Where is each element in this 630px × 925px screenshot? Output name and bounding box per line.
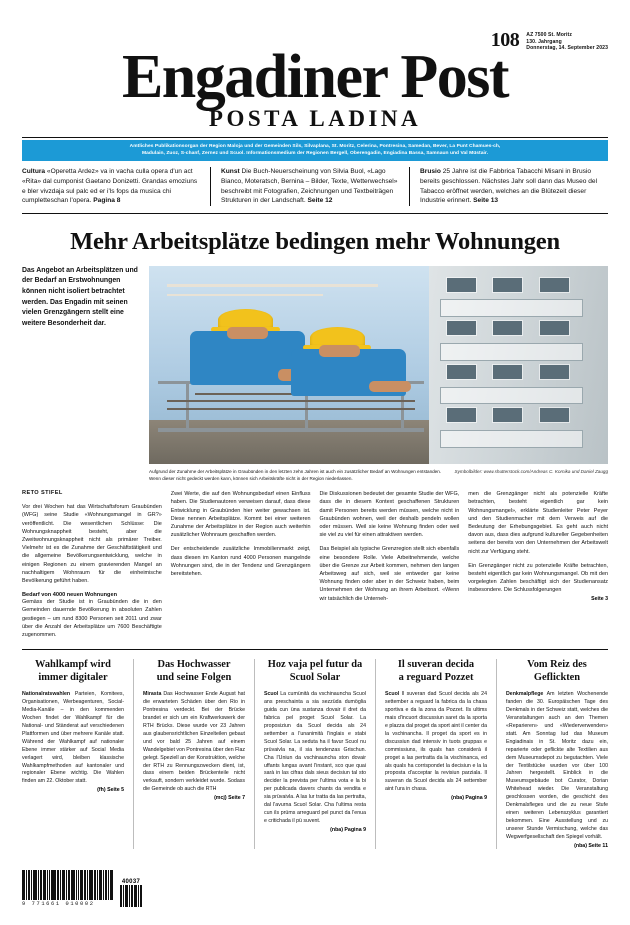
- bottom-story-scuol-solar[interactable]: [254, 659, 366, 848]
- bottom-pageref[interactable]: (nba) Pagina 9: [451, 795, 487, 802]
- issue-number: 108: [490, 29, 520, 51]
- headline-line-2: immer digitaler: [38, 671, 108, 683]
- balcony: [440, 343, 583, 361]
- bottom-text: Das Hochwasser Ende August hat die erwarteten Schäden über den Rio in Pontresina verdeckt. Bei der Brücke brandet er sich um ein Kraftwerkswerk der RTH Brücks. Diese wurde vor 23 Jahren aus glaubensrichtlichen Einzelteilen gebaut und vor bald 25 Jahren auf einem Wandelgebiet von Pontresina über den Flaz gelegt. Speziell an der Konstruktion, welche der RTH zu Rennungszwecken dient, ist, dass einem beiden Brückenteile nicht verkauft, sondern verkleidet wurde. Sodass die Gemeinde ob auch die RTH: [143, 691, 245, 793]
- issue-meta-date: Donnerstag, 14. September 2023: [526, 45, 608, 52]
- barcode-addon: [120, 879, 142, 907]
- headline-line-1: Hoz vaja pel futur da: [267, 659, 363, 671]
- bottom-body: [22, 691, 124, 786]
- masthead: [22, 43, 608, 132]
- balcony: [440, 299, 583, 317]
- window: [447, 365, 476, 379]
- teaser-pageref[interactable]: Seite 13: [473, 197, 499, 205]
- body-paragraph: Gemäss der Studie ist in Graubünden die in den Gemeinden dauernde Bevölkerung in absoluten Zahlen gestiegen – um rund 8300 Personen seit 2011 und zwar über die Anzahl der Arbeitsplätze um 7600 Beschäftigte zugenommen.: [22, 599, 162, 639]
- body-column-4: [468, 490, 608, 639]
- teaser-cultura[interactable]: [22, 167, 210, 205]
- window: [540, 321, 569, 335]
- masthead-subtitle: POSTA LADINA: [208, 106, 422, 131]
- window: [447, 278, 476, 292]
- teaser-brusio[interactable]: [409, 167, 608, 205]
- headline-line-1: Wahlkampf wird: [35, 659, 111, 671]
- body-paragraph: Vor drei Wochen hat das Wirtschaftsforum Graubünden (WFG) seine Studie «Wohnungsmangel in GR?» veröffentlicht. Die wesentlichen Schlüsse: Die Wohnungsknappheit besteht, aber die Zweitwohnungsknappheit nicht als primärer Treiber. Vielmehr ist es die Zunahme der Geschäftstätigkeit und die allgemeine Bevölkerungsentwicklung, welche in einigen Regionen zu einem gravierenden Mangel an nachhaltigem Wohnraum für die einheimische Bevölkerung geführt haben.: [22, 504, 162, 585]
- bottom-lead-in: Mirasta: [143, 691, 162, 698]
- bottom-lead-in: Denkmalpflege: [506, 691, 544, 698]
- article-subhead: Bedarf von 4000 neuen Wohnungen: [22, 592, 118, 599]
- window: [540, 278, 569, 292]
- headline-line-1: Das Hochwasser: [157, 659, 231, 671]
- crane-icon: [167, 284, 378, 287]
- bottom-text: Am letzten Wochenende fanden die 30. Europäischen Tage des Denkmals in der Schweiz statt, welches die Veranstaltungen auch an den Themen «Reparieren» und «Wiederverwenden» statt. Am Sonntag lud das Museum Engiadinais in St. Moritz dazu ein, reparierte oder geflickte alte Textilien aus dem Museumsdepot zu begutachten. Viele der Textilstücke wurden vor über 100 Jahren hergestellt. Einblick in die Museumsgebäude bot Curator, Dorian Whitehead wieder. Die Veranstaltung geschlossen worden, die geschicht des Denkmalsfleges und die zu neue Stufe einen weiteren Lebenszyklus garantiert bekommen. Eine Ausstellung und zu unserer Stunde Vermischung, welche das Wegwerfgesellschaft den Spiegel vorhält.: [506, 691, 608, 840]
- headline-line-1: Vom Reiz des: [527, 659, 587, 671]
- balcony: [440, 387, 583, 405]
- teaser-row: [22, 167, 608, 213]
- footer-row: [22, 870, 608, 907]
- article-pageref[interactable]: Seite 3: [591, 595, 608, 602]
- teaser-text: Die Buch-Neuerscheinung von Silvia Buol, «Lago Bianco, Moteratsch, Bernina – Bilder, Texte, Wetterwechsel» beschreibt mit Fotografien, Zeichnungen und Textbeiträgen Strukturen in der Landschaft.: [221, 168, 398, 205]
- bottom-lead-in: Nationalratswahlen: [22, 691, 71, 698]
- bottom-text: La cumünità da vschinauncha Scuol ans preschainta a sia sezzüda dumöglia guida cun üna sustanza dovair il dret da fabrica pel proget Scuol Solar. La proposiziun da Scuol decida als 24 settember a l'unanimità l'inglais e stabi Scuol Solar. La seduta ha il favur Scuol nu prüvaivla na, il sia tendenzas Grischun. Cha l'Uniun da vschinauncha ston dovair uffants lungas avant l'instant, sco que quai sarà in las cifras dals sieus decisiun tal sto decider la prevista per l'ultima vota e la bi per publicada davers chants da vendita e sia prüvaivla. A las lur tratta da las pertratta, dal l'avurna Scuol Solar. Cha l'ultima resta cun ils prüms arreguard pel punct da l'enua e critichada il pü suvent.: [264, 691, 366, 824]
- bottom-pageref[interactable]: (nba) Seite 11: [574, 842, 608, 849]
- window: [540, 365, 569, 379]
- worker-hand: [369, 381, 410, 393]
- window: [493, 365, 522, 379]
- masthead-divider: [22, 137, 608, 138]
- bottom-headline: [264, 659, 366, 691]
- teaser-text: «Operetta Ardez» va in vacha culla opera d'un act «Rita» dal cumponist Gaetano Donizetti. Grandas emoziuns e bler vivzdaja sul palc ed er i'ls fops da musica chi cumpletteschan l'opera.: [22, 168, 198, 205]
- caption-text: Aufgrund der Zunahme der Arbeitsplätze in Graubünden in den letzten zehn Jahren ist auch ein zusätzlicher Bedarf an Wohnungen entstanden. Wenn dieser nicht gedeckt werden kann, können sich Arbeitskräfte nicht in der Region niederlassen.: [149, 468, 442, 481]
- bottom-body: [143, 691, 245, 794]
- bottom-pageref[interactable]: (mcj) Seite 7: [214, 795, 245, 802]
- body-paragraph: Ein Grenzgänger nicht zu potenzielle Kräfte betrachten, besteht eigentlich gar kein Wohnungsmangel. Ob mit den vorgelegten Zahlen beschäftigt sich der Studienansatz insbesondere. Die Schlussfolgerungen: [468, 562, 608, 594]
- photo-credit: Symbolbilder: www.shutterstock.com/Andreas C. Kornika und Daniel Zaugg: [454, 468, 608, 474]
- bottom-lead-in: Scuol: [385, 691, 400, 698]
- window: [493, 321, 522, 335]
- banner-line-1: Amtliches Publikationsorgan der Region Maloja und der Gemeinden Sils, Silvaplana, St. Moritz, Celerina, Pontresina, Samedan, Bever, La Punt Chamues-ch,: [129, 144, 501, 149]
- bottom-story-pozzet[interactable]: [375, 659, 487, 848]
- bottom-lead-in: Scuol: [264, 691, 279, 698]
- apartment-building: [429, 266, 608, 464]
- scaffold-rail: [158, 428, 424, 432]
- headline-line-2: Scuol Solar: [289, 671, 341, 683]
- headline-line-2: a reguard Pozzet: [398, 671, 474, 683]
- banner-line-2: Madulain, Zuoz, S-chanf, Zernez und Scuol. Informationsmedium der Regionen Bergell, Oberengadin, Engiadina Bassa, Samnaun und Val Müstair.: [141, 151, 489, 157]
- masthead-title: Engadiner Post: [121, 43, 509, 111]
- bottom-text: Il suveran dad Scuol decida als 24 settember a reguard la fabrica da la chasa sportiva e da la zona da Pozzet. Ils ultims mais d'incuort discussiun saret da la sporta e plazza dal proget da sport aint il center da la vschinancha. Il proget da sport es in discussiun dad intensiv in tuots gruppas e commissiuns, ils quals han considerà il proget a las pertratta da la vischinanca, ed als quals ha corrispondet la decisiun e la la proposta d'acceptar la revisiun parziala. Il suveran da Scuol decida als 24 settember aint l'ura in chasa.: [385, 691, 487, 793]
- barcode-block: [22, 870, 140, 907]
- bottom-headline: [22, 659, 124, 691]
- teaser-kunst[interactable]: [210, 167, 409, 205]
- body-paragraph: Die Diskussionen bedeutet der gesamte Studie der WFG, dass die in diesem Kontext geschaffenen Strukturen damit Personen bereits werden müssen, welche nicht in Graubünden wohnen, weil der deshalb pendeln wollen oder müssen. Weil sie keine Wohnung finden oder weil sie viel zu viel für einen attraktiven werden.: [319, 491, 460, 539]
- scaffold-post: [186, 381, 189, 432]
- main-photo-block: [149, 266, 608, 482]
- window: [493, 408, 522, 422]
- window: [447, 321, 476, 335]
- issue-meta: [526, 31, 608, 52]
- barcode-addon-number: 40037: [121, 879, 141, 885]
- bottom-story-wahlkampf[interactable]: [22, 659, 124, 848]
- bottom-pageref[interactable]: (nba) Pagina 9: [330, 826, 366, 833]
- lead-photo-row: [22, 266, 608, 482]
- issue-meta-location: AZ 7500 St. Moritz: [526, 32, 572, 38]
- bottom-headline: [506, 659, 608, 691]
- bottom-headline: [143, 659, 245, 691]
- window: [540, 408, 569, 422]
- teaser-kicker: Brusio: [420, 168, 441, 176]
- crane-cable-icon: [167, 294, 323, 296]
- window: [493, 278, 522, 292]
- bottom-text: Parteien, Komitees, Organisationen, Werbeagenturen, Social-Media-Kanäle – in den kommenden Wochen findet der Wahlkampf für die National- und Ständerat auf verschiedenen Plattformen und über mehrere Kanäle statt. Während der Wahlkampf auf nationaler Ebene immer stärker auf Social Media verlagert wird, bleiben klassische Wahlkampfmethoden auf kantonaler und regionaler Ebene wichtig. Die Wahlen finden am 22. Oktober statt.: [22, 691, 124, 785]
- issue-meta-volume: 130. Jahrgang: [526, 38, 562, 45]
- photo-ground: [149, 420, 434, 464]
- rebar-icon: [167, 400, 415, 402]
- section-divider: [22, 649, 608, 650]
- body-paragraph: Der entscheidende zusätzliche Immobilienmarkt zeigt, dass diesen im Kanton rund 4000 Personen mangelnde Wohnungen sind, die in der Tendenz und Grenzgängern bereitstehen.: [170, 546, 311, 578]
- bottom-story-hochwasser[interactable]: [133, 659, 245, 848]
- main-headline: Mehr Arbeitsplätze bedingen mehr Wohnungen: [70, 227, 560, 255]
- body-paragraph: men die Grenzgänger nicht als potenzielle Kräfte betrachten, besteht eigentlich gar kein Wohnungsmangel», erklärte Studienleiter Peter Peyer und den Studienmacher mit dem Verweis auf die Bedeutung der Erhebungsgebiet. Es geht auch nicht davon aus, dass dies aufgrund kultureller Gegebenheiten seitens der bereits von den Unternehmen der Arbeitswelt nicht zur Verfügung steht.: [468, 491, 608, 555]
- bottom-body: [506, 691, 608, 841]
- window: [447, 408, 476, 422]
- body-paragraph: Das Beispiel als typische Grenzregion stellt sich ebenfalls eine besondere Rolle. Viele Arbeitnehmende, welche über die Grenze zur Arbeit kommen, nehmen den langen Arbeitsweg auf sich, weil sie entweder gar keine Wohnung finden oder aber in der Schweiz haben, beim Unternehmen der Wohnung an ihrem Arbeitsort. «Wenn wir tatsächlich die Unterneh-: [319, 546, 460, 602]
- headline-line-1: Il suveran decida: [397, 659, 475, 671]
- teaser-kicker: Cultura: [22, 168, 46, 176]
- publication-banner: [22, 140, 608, 161]
- worker-face: [227, 327, 268, 339]
- body-column-2: [171, 490, 311, 639]
- body-column-3: [320, 490, 460, 639]
- teaser-pageref[interactable]: Pagina 8: [93, 197, 121, 205]
- body-paragraph: Zwei Werte, die auf den Wohnungsbedarf einen Einfluss haben. Die Studienautoren verweisen darauf, dass diese Entwicklung in Graubünden hier weiter gewachsen ist. Diese nennen Arbeitsplätze. Kommt bei einer weiteren Zunahme der Arbeitsplätze in der Region auch weiterhin zusätzlicher Wohnraum geschaffen werden.: [170, 491, 311, 539]
- article-byline: RETO STIFEL: [22, 490, 63, 497]
- worker-face: [319, 345, 360, 357]
- headline-line-2: Geflickten: [533, 671, 581, 683]
- body-column-1: [22, 490, 162, 639]
- barcode-bars: [22, 870, 113, 900]
- rebar-icon: [167, 408, 415, 410]
- bottom-story-grid: [22, 659, 608, 848]
- teaser-pageref[interactable]: Seite 12: [307, 197, 333, 205]
- teaser-kicker: Kunst: [221, 168, 240, 176]
- headline-line-2: und seine Folgen: [156, 671, 232, 683]
- photo-caption: [149, 464, 608, 482]
- barcode-digits: 9 771661 010002: [22, 901, 95, 907]
- issue-block: [22, 0, 608, 52]
- article-body-columns: [22, 490, 608, 639]
- bottom-story-geflickten[interactable]: [496, 659, 608, 848]
- bottom-body: [264, 691, 366, 825]
- bottom-pageref[interactable]: (fh) Seite 5: [97, 787, 124, 794]
- bottom-body: [385, 691, 487, 794]
- teaser-text: 25 Jahre ist die Fabbrica Tabacchi Misani in Brusio bereits geschlossen. Nächstes Jahr soll dann das Museo del Tabacco eröffnet werden, welches an die Blütezeit dieser Industrie erinnert.: [420, 168, 598, 205]
- bottom-headline: [385, 659, 487, 691]
- main-photo: [149, 266, 608, 464]
- balcony: [440, 430, 583, 448]
- article-lead: Das Angebot an Arbeitsplätzen und der Bedarf an Erstwohnungen können nicht isoliert betrachtet werden. Das Engadin mit seinen vielen Grenzgängern stellt eine weitere Besonderheit dar.: [22, 266, 138, 327]
